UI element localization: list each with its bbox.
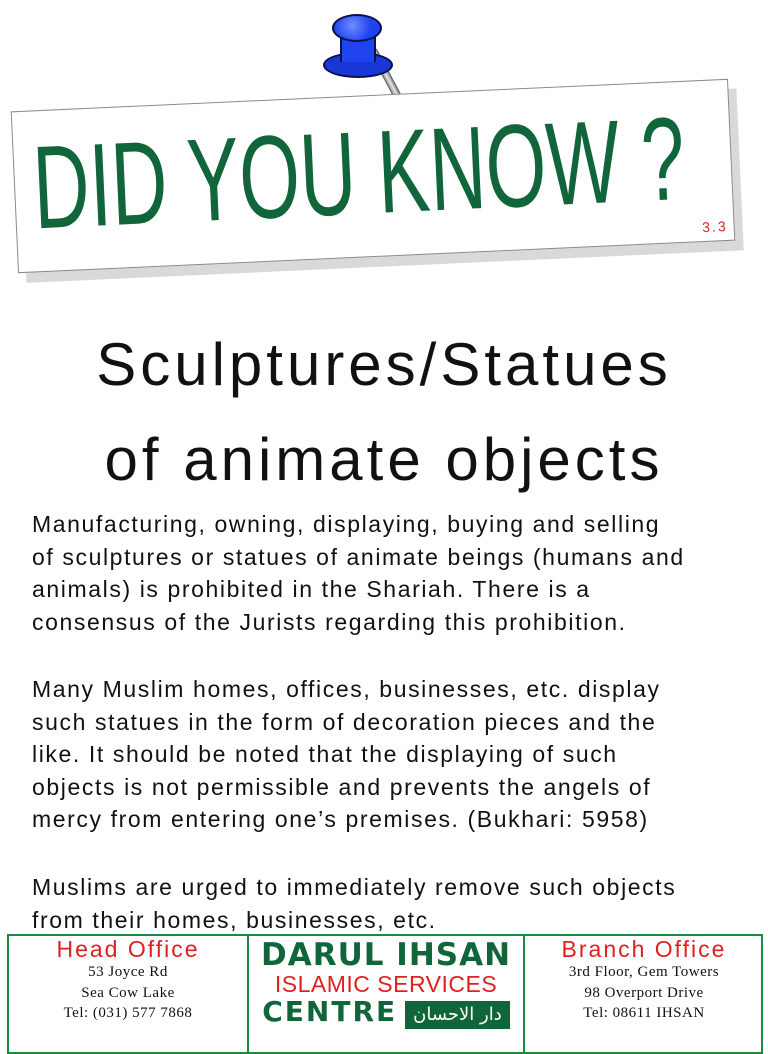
logo-bottom-row xyxy=(249,997,523,1029)
darul-ihsan-logo xyxy=(247,936,525,1052)
page-title-line-2: of animate objects xyxy=(104,426,664,493)
paragraph-prohibition: Manufacturing, owning, displaying, buying and selling of sculptures or statues of animate beings (humans and animals) is prohibited in the Shariah. There is a consensus of the Jurists regarding this prohibition. xyxy=(32,511,685,635)
banner-title: DID YOU KNOW ? xyxy=(30,92,688,255)
head-office-title: Head Office xyxy=(56,936,200,962)
branch-office-phone: Tel: 08611 IHSAN xyxy=(583,1005,705,1021)
logo-arabic-text: دار الاحسان xyxy=(405,1001,510,1029)
paragraph-remove-objects: Muslims are urged to immediately remove such objects from their homes, businesses, etc. xyxy=(32,874,677,933)
page-title-line-1: Sculptures/Statues xyxy=(96,331,672,398)
head-office-address xyxy=(9,962,247,1024)
branch-office-address xyxy=(525,962,763,1024)
branch-office-building: 3rd Floor, Gem Towers xyxy=(568,964,720,980)
logo-line-islamic-services: ISLAMIC SERVICES xyxy=(274,971,498,997)
pin-head xyxy=(332,14,382,42)
branch-office-column xyxy=(525,936,763,1052)
logo-line-darul-ihsan: DARUL IHSAN xyxy=(260,937,512,973)
footer-contact-box xyxy=(7,934,763,1054)
head-office-street: 53 Joyce Rd xyxy=(88,964,168,980)
paragraph-homes-display: Many Muslim homes, offices, businesses, etc. display such statues in the form of decoration pieces and the like. It should be noted that the displaying of such objects is not permissible and prevents the angels of mercy from entering one’s premises. (Bukhari: 5958) xyxy=(32,676,661,832)
head-office-phone: Tel: (031) 577 7868 xyxy=(63,1005,193,1021)
branch-office-title: Branch Office xyxy=(561,936,727,962)
head-office-column xyxy=(9,936,247,1052)
banner-reference-number: 3.3 xyxy=(701,217,728,236)
head-office-area: Sea Cow Lake xyxy=(81,984,175,1001)
logo-line-centre: CENTRE xyxy=(262,995,398,1028)
branch-office-street: 98 Overport Drive xyxy=(584,984,704,1001)
did-you-know-banner xyxy=(11,79,736,273)
